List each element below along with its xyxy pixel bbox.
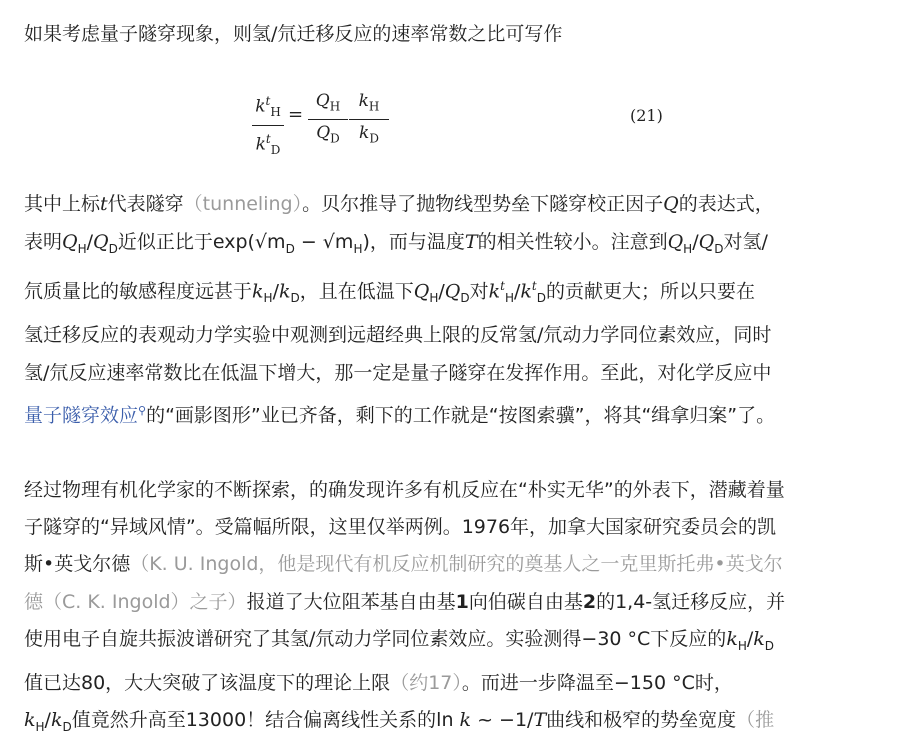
para2-line7: $k_H/k_D$值竟然升高至13000！结合偏离线性关系的ln k ~ −1/T曲线和极窄的势垒宽度（推 [24, 709, 775, 734]
q-fraction: $Q_H$ $Q_D$ [308, 90, 348, 150]
intro-text: 如果考虑量子隧穿现象，则氢/氘迁移反应的速率常数之比可写作 [24, 23, 563, 45]
lhs-fraction: $k^t_H$ $k^t_D$ [252, 90, 284, 161]
para1-line2: 表明$Q_H/Q_D$近似正比于$\exp(√m_D - √m_H)$，而与温度T的相关性较小。注意到$Q_H/Q_D$对氢/ [24, 230, 768, 256]
search-icon[interactable]: ⚲ [138, 404, 147, 418]
para1-line1: 其中上标t代表隧穿（tunneling）。贝尔推导了抛物线型势垒下隧穿校正因子Q的表达式， [24, 193, 774, 215]
para1-line4: 氢迁移反应的表观动力学实验中观测到远超经典上限的反常氢/氘动力学同位素效应，同时 [24, 324, 772, 347]
equation-number: (21) [630, 106, 663, 125]
para1-line3: 氘质量比的敏感程度远甚于$k_H/k_D$，且在低温下$Q_H/Q_D$对$k^t_H/k^t_D$的贡献更大；所以只要在 [24, 278, 755, 305]
k-fraction: $k_H$ $k_D$ [349, 90, 389, 150]
para2-line4: 德（C. K. Ingold）之子）报道了大位阻苯基自由基1向伯碳自由基2的1,4-氢迁移反应，并 [24, 590, 786, 613]
quantum-tunneling-link[interactable]: 量子隧穿效应 [24, 404, 139, 427]
para2-line6: 值已达80，大大突破了该温度下的理论上限（约17）。而进一步降温至−150 °C时， [24, 671, 733, 694]
para2-line2: 子隧穿的“异域风情”。受篇幅所限，这里仅举两例。1976年，加拿大国家研究委员会的凯 [24, 516, 777, 539]
equals-sign: = [288, 104, 304, 125]
equation-21 [252, 90, 672, 158]
para2-line1: 经过物理有机化学家的不断探索，的确发现许多有机反应在“朴实无华”的外表下，潜藏着量 [24, 479, 785, 501]
para2-line5: 使用电子自旋共振波谱研究了其氢/氘动力学同位素效应。实验测得−30 °C下反应的$k_H/k_D$ [24, 627, 775, 653]
para2-line3: 斯•英戈尔德（K. U. Ingold，他是现代有机反应机制研究的奠基人之一克里斯托弗•英戈尔 [24, 553, 783, 576]
para1-line5: 氢/氘反应速率常数比在低温下增大，那一定是量子隧穿在发挥作用。至此，对化学反应中 [24, 361, 772, 384]
para1-line6: 量子隧穿效应⚲的“画影图形”业已齐备，剩下的工作就是“按图索骥”，将其“缉拿归案”了。 [24, 404, 776, 427]
paragraph-2 [24, 472, 886, 746]
paragraph-1 [24, 186, 886, 435]
